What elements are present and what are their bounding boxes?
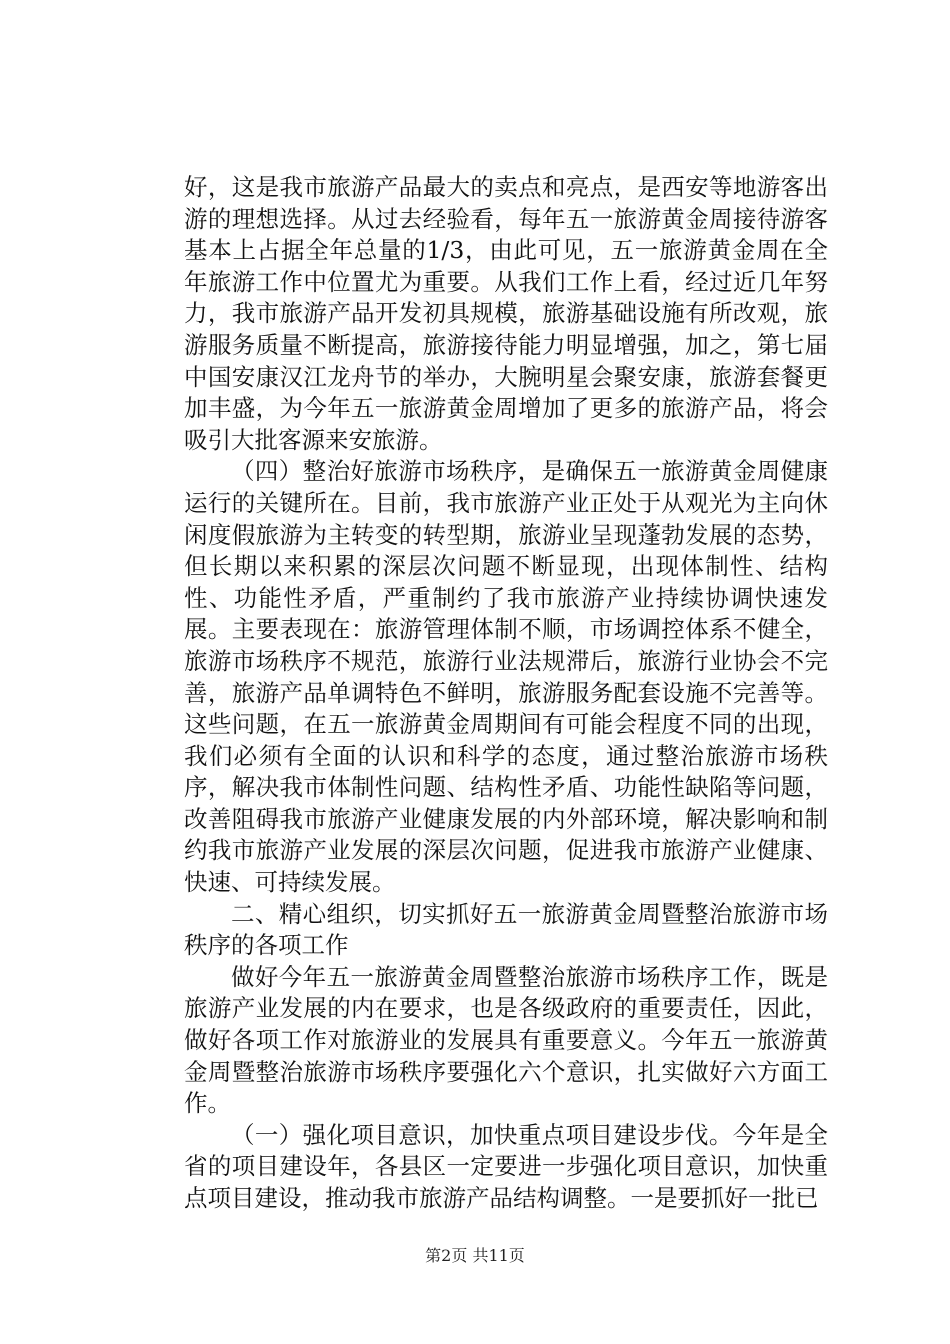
document-body — [184, 172, 828, 1215]
paragraph-intro: 做好今年五一旅游黄金周暨整治旅游市场秩序工作，既是旅游产业发展的内在要求，也是各级政府的重要责任，因此，做好各项工作对旅游业的发展具有重要意义。今年五一旅游黄金周暨整治旅游市场秩序要强化六个意识，扎实做好六方面工作。 — [184, 962, 828, 1118]
section-heading-two: 二、精心组织，切实抓好五一旅游黄金周暨整治旅游市场秩序的各项工作 — [184, 899, 828, 960]
paragraph-continuation: 好，这是我市旅游产品最大的卖点和亮点，是西安等地游客出游的理想选择。从过去经验看，每年五一旅游黄金周接待游客基本上占据全年总量的1/3，由此可见，五一旅游黄金周在全年旅游工作中位置尤为重要。从我们工作上看，经过近几年努力，我市旅游产品开发初具规模，旅游基础设施有所改观，旅游服务质量不断提高，旅游接待能力明显增强，加之，第七届中国安康汉江龙舟节的举办，大腕明星会聚安康，旅游套餐更加丰盛，为今年五一旅游黄金周增加了更多的旅游产品，将会吸引大批客源来安旅游。 — [184, 173, 828, 454]
paragraph-item-one: （一）强化项目意识，加快重点项目建设步伐。今年是全省的项目建设年，各县区一定要进一步强化项目意识，加快重点项目建设，推动我市旅游产品结构调整。一是要抓好一批已 — [184, 1120, 828, 1212]
page-number-footer: 第2页 共11页 — [425, 1246, 525, 1265]
paragraph-section-four: （四）整治好旅游市场秩序，是确保五一旅游黄金周健康运行的关键所在。目前，我市旅游产业正处于从观光为主向休闲度假旅游为主转变的转型期，旅游业呈现蓬勃发展的态势，但长期以来积累的深层次问题不断显现，出现体制性、结构性、功能性矛盾，严重制约了我市旅游产业持续协调快速发展。主要表现在：旅游管理体制不顺，市场调控体系不健全，旅游市场秩序不规范，旅游行业法规滞后，旅游行业协会不完善，旅游产品单调特色不鲜明，旅游服务配套设施不完善等。这些问题，在五一旅游黄金周期间有可能会程度不同的出现，我们必须有全面的认识和科学的态度，通过整治旅游市场秩序，解决我市体制性问题、结构性矛盾、功能性缺陷等问题，改善阻碍我市旅游产业健康发展的内外部环境，解决影响和制约我市旅游产业发展的深层次问题，促进我市旅游产业健康、快速、可持续发展。 — [184, 457, 828, 897]
